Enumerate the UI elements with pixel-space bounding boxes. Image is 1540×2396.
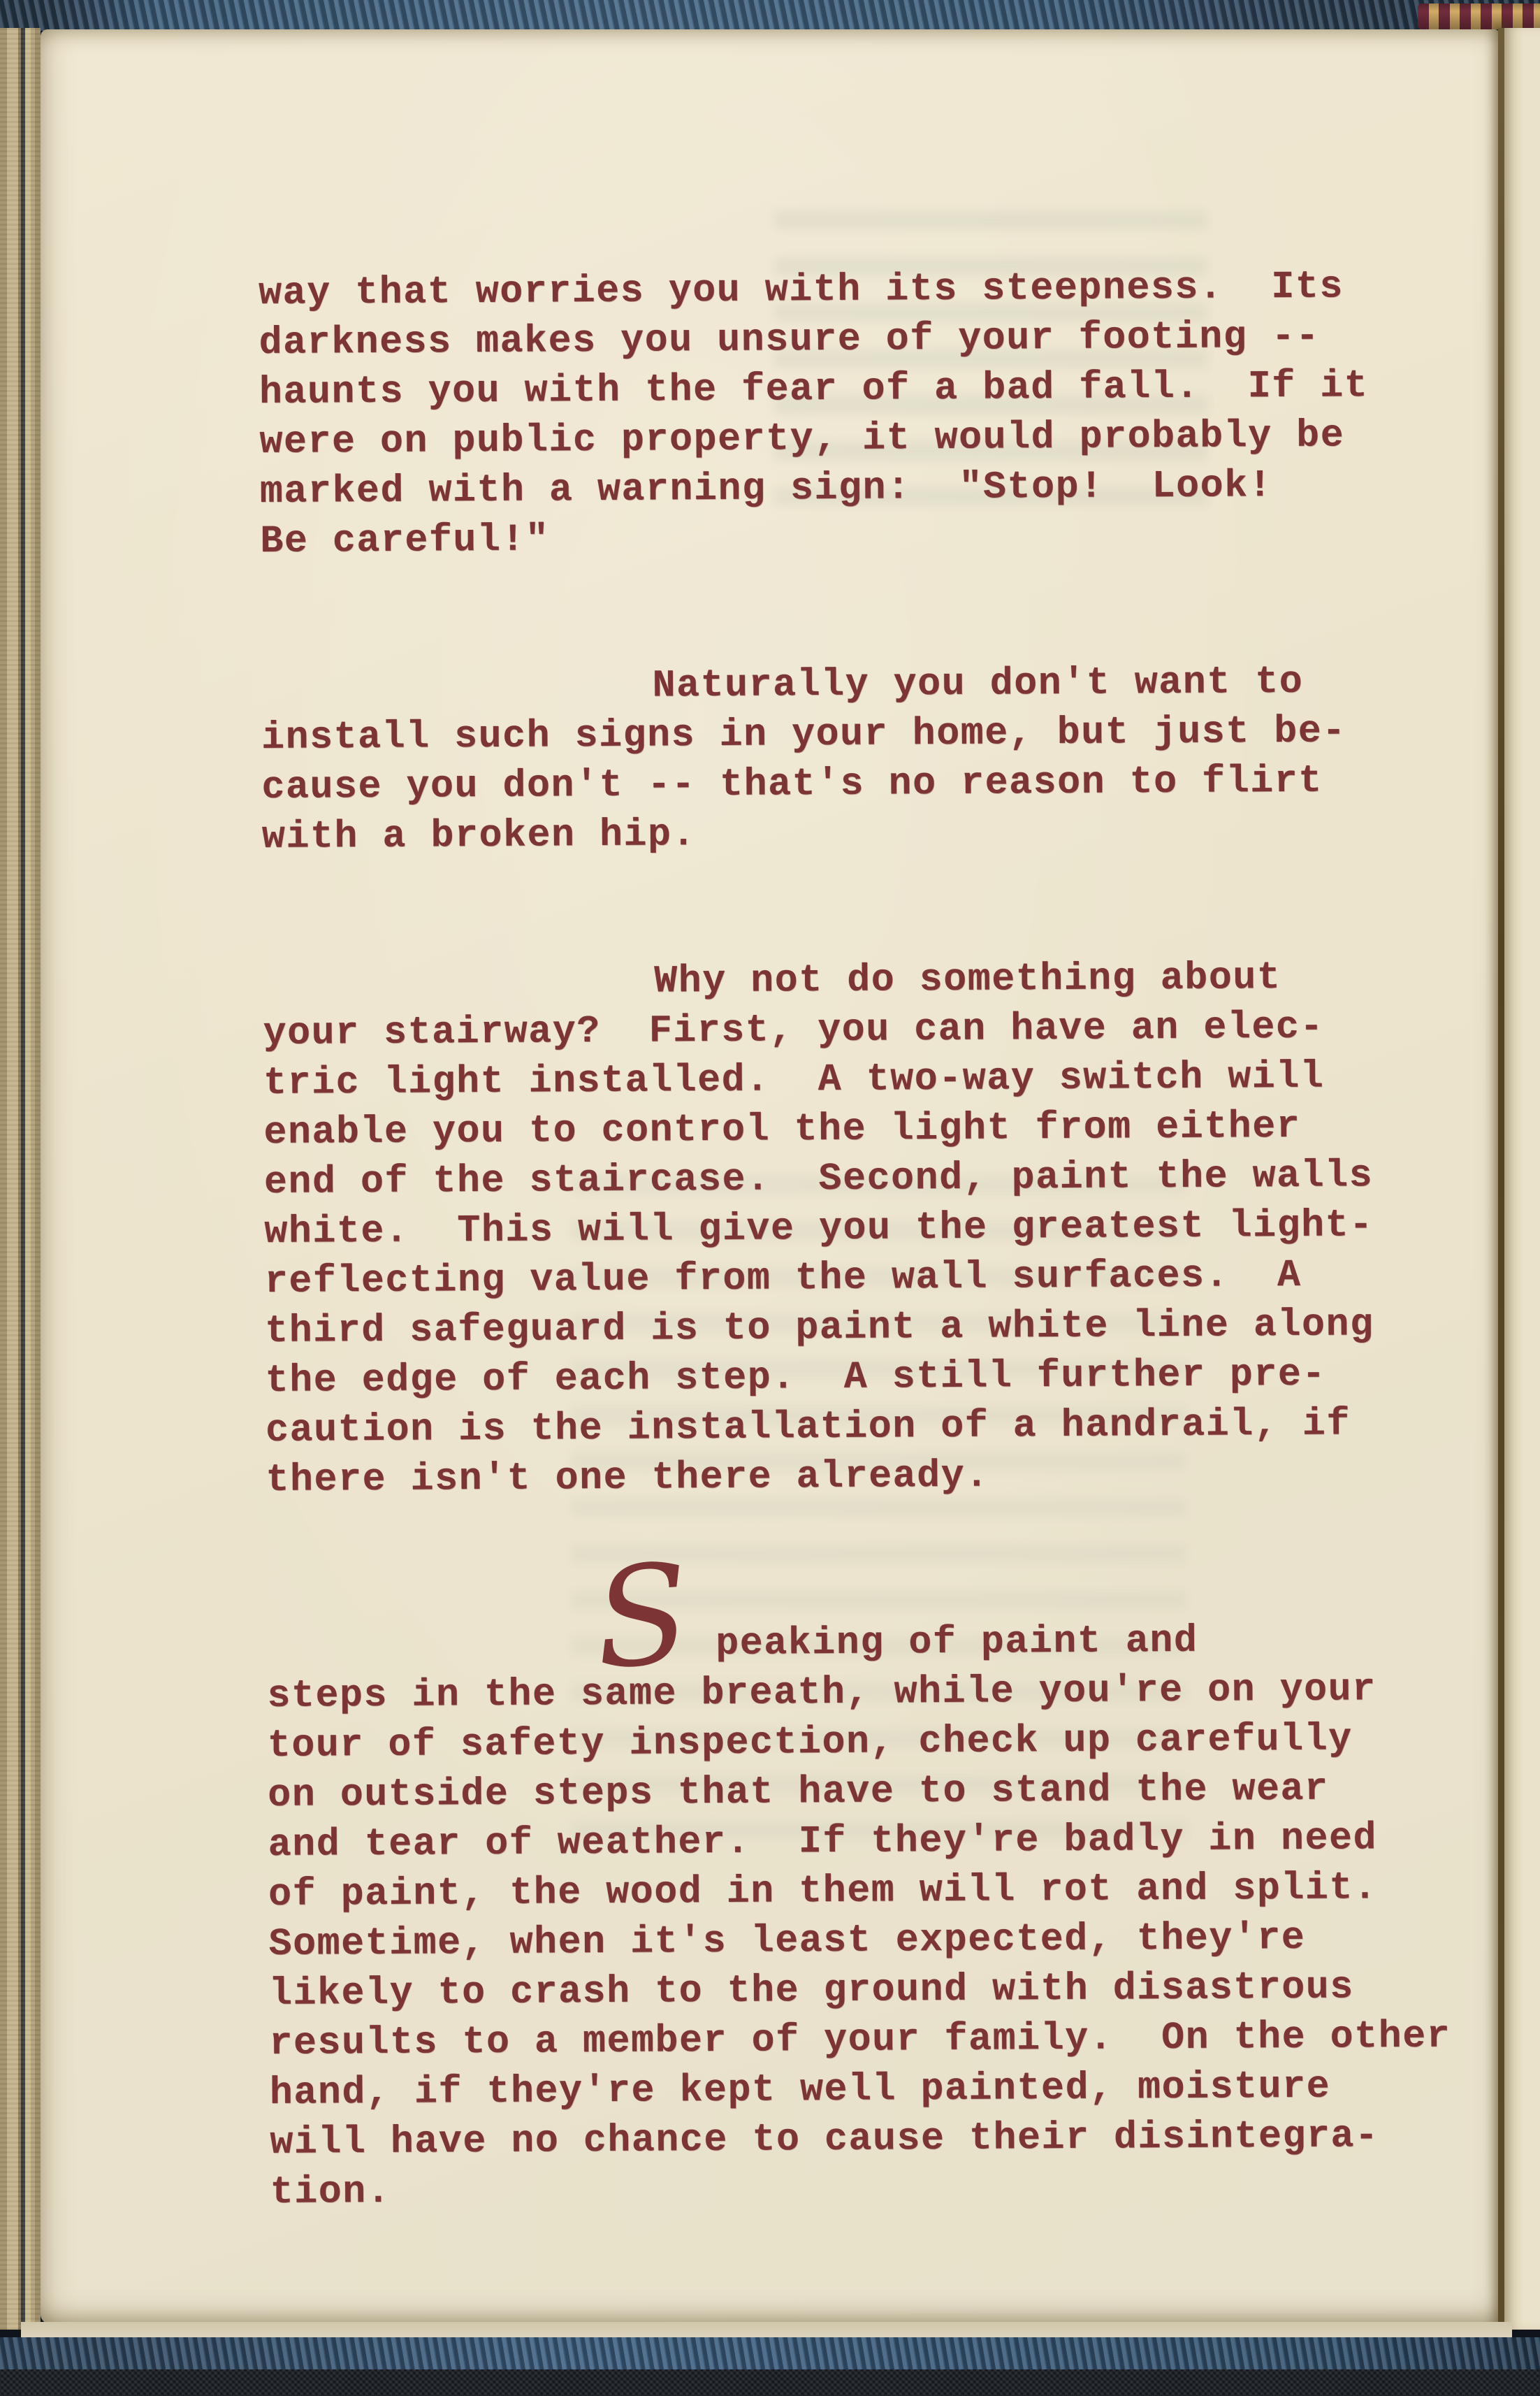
text-line: the edge of each step. A still further pre-	[265, 1352, 1327, 1403]
text-line: Sometime, when it's least expected, they're	[268, 1915, 1306, 1966]
text-line: install such signs in your home, but just be-	[261, 709, 1347, 760]
text-line: Why not do something about	[654, 955, 1281, 1004]
text-line: end of the staircase. Second, paint the walls	[263, 1153, 1374, 1204]
text-line: darkness makes you unsure of your footing --	[259, 314, 1321, 365]
page-gutter-crease	[1498, 28, 1504, 2328]
text-line: tion.	[270, 2169, 391, 2214]
text-line: and tear of weather. If they're badly in need	[268, 1816, 1378, 1867]
page-bottom-edge	[21, 2322, 1512, 2339]
text-line: haunts you with the fear of a bad fall. If it	[259, 363, 1369, 414]
text-line: will have no chance to cause their disintegra-	[270, 2114, 1379, 2165]
page-edge-stack	[0, 28, 41, 2330]
text-line: tour of safety inspection, check up carefully	[267, 1717, 1353, 1768]
book-cover-bottom-band	[0, 2369, 1540, 2396]
book-headband	[1418, 3, 1540, 29]
text-line: Naturally you don't want to	[652, 659, 1304, 708]
text-line: steps in the same breath, while you're on your	[267, 1667, 1376, 1718]
paragraph	[267, 1533, 1479, 2217]
text-line: tric light installed. A two-way switch will	[263, 1054, 1325, 1105]
text-line: Be careful!"	[260, 517, 550, 563]
text-line: your stairway? First, you can have an elec-	[263, 1004, 1325, 1055]
text-line: third safeguard is to paint a white line along	[265, 1302, 1374, 1353]
text-line: were on public property, it would probably be	[259, 413, 1345, 464]
text-line: cause you don't -- that's no reason to flirt	[261, 758, 1323, 809]
text-line: there isn't one there already.	[266, 1453, 989, 1502]
text-line: hand, if they're kept well painted, moisture	[269, 2064, 1331, 2115]
text-line: enable you to control the light from either	[263, 1104, 1301, 1155]
text-line: likely to crash to the ground with disastrous	[268, 1965, 1354, 2016]
text-line: results to a member of your family. On the other	[269, 2014, 1451, 2065]
text-line: of paint, the wood in them will rot and split.	[268, 1865, 1378, 1917]
text-line: with a broken hip.	[261, 812, 697, 859]
book-cover-bottom-blue-strip	[0, 2337, 1540, 2371]
text-line: way that worries you with its steepness. Its	[259, 264, 1344, 315]
text-line: reflecting value from the wall surfaces. A	[264, 1253, 1302, 1304]
text-line-fragment: peaking of paint and	[715, 1618, 1198, 1666]
text-line: caution is the installation of a handrail, if	[265, 1401, 1351, 1452]
paragraph	[263, 951, 1475, 1505]
paragraph	[261, 656, 1471, 862]
decorative-drop-cap-s: S	[589, 1533, 695, 1701]
text-line: on outside steps that have to stand the wear	[268, 1766, 1329, 1817]
text-line: white. This will give you the greatest light-	[264, 1203, 1374, 1254]
text-line: marked with a warning sign: "Stop! Look!	[259, 463, 1273, 514]
book-page	[41, 29, 1499, 2324]
page-text	[259, 261, 1479, 2217]
book-cover-top-band	[0, 0, 1540, 31]
paragraph	[259, 261, 1469, 566]
facing-page-edge	[1504, 28, 1540, 2330]
